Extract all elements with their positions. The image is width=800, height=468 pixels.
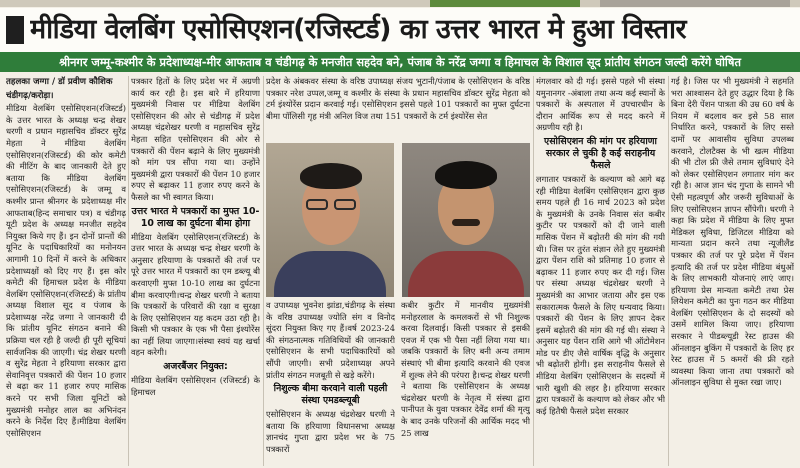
photo-1-glasses-left — [306, 199, 328, 210]
column-rule — [263, 76, 264, 466]
article-column-2 — [131, 76, 260, 468]
column-rule — [533, 76, 534, 466]
column-rule — [668, 76, 669, 466]
subhead-free-insurance: निशुल्क बीमा करवाने वाली पहली संस्था एमडब्ल्यूबी — [273, 383, 388, 407]
portrait-photo-2 — [402, 143, 530, 297]
subhead-accident-insurance: उत्तर भारत मे पत्रकारों का मुफ्त 10-10 लाख का दुर्घटना बीमा होगा — [131, 205, 260, 229]
article-column-3-top — [266, 76, 530, 142]
article-column-4-bottom — [401, 300, 530, 468]
top-strip-grey — [600, 0, 790, 7]
photo-1-glasses-right — [334, 199, 356, 210]
article-column-3-bottom — [266, 300, 395, 468]
column-3-bottom-text-2: एसोसिएशन के अध्यक्ष चंद्रशेखर धरणी ने बताया कि हरियाणा विधानसभा अध्यक्ष ज्ञानचंद गुप्ता द्वारा प्रदेश भर के 75 पत्रकारों — [266, 409, 395, 454]
article-column-6 — [671, 76, 794, 468]
column-1-text: मीडिया वेलबिंग एसोसिएशन(रजिस्टर्ड) के उत्तर भारत के अध्यक्ष चन्द्र शेखर धरणी व प्रधान महासचिव डॉक्टर सुरेंद्र मेहता ने मीडिया वेलबिंग एसोसिएशन(रजिस्टर्ड) की कोर कमेटी की मीटिंग के बाद जानकारी देते हुए बताया कि मीडिया वेलबिंग एसोसिएशन(रजिस्टर्ड) के जम्मू व कश्मीर प्रान्त श्रीनगर के प्रदेशाध्यक्ष मीर आफताब(हिन्द समाचार पत्र) व चंडीगढ़ यूटी प्रदेश के अध्यक्ष मनजीत सहदेव नियुक्त किये गए हैं। इन दोनों प्रान्तों की यूनिट के पदाधिकारियों का मनोनयन आगामी 10 दिनों में करने के अधिकार प्रदेशाध्यक्षों को दिए गए हैं। इस कोर कमेटी की हिमाचल प्रदेश के मीडिया वेलबिंग एसोसिएशन(रजिस्टर्ड) के प्रांतीय अध्यक्ष विशाल सूद व पंजाब के प्रदेशाध्यक्ष नरेंद्र जग्गा ने जानकारी दी कि प्रांतीय यूनिट संगठन बनाने की प्रक्रिया चल रही है जल्दी ही पूरी सूचियां सार्वजनिक की जाएगी। चंद्र शेखर धरणी व सुरेंद्र मेहता ने हरियाणा सरकार द्वारा सेवानिवृत्त पत्रकारों की पेंशन 10 हजार से बढ़ा कर 11 हजार रुपए मासिक करने पर सभी जिला यूनिटों को मुख्यमंत्री मनोहर लाल का अभिनंदन करने के निर्देश दिए हैं।मीडिया वेलबिंग एसोसिएशन — [6, 103, 126, 438]
headline-bar — [6, 16, 24, 44]
headline: मीडिया वेलबिंग एसोसिएशन(रजिस्टर्ड) का उत्तर भारत मे हुआ विस्तार — [30, 14, 687, 45]
photo-1-hair — [300, 163, 362, 189]
article-column-5 — [536, 76, 665, 468]
column-rule — [128, 76, 129, 466]
column-3-bottom-text-1: व उपाध्यक्ष भुवनेश झांडा,चंडीगढ़ के संस्था के वरिष्ठ उपाध्यक्ष ज्योति संग व विनोद सुंदरा नियुक्त किए गए हैं।वर्ष 2023-24 की संगठनात्मक गतिविधियों की जानकारी एसोसिएशन के सभी पदाधिकारियों को सौंपी जाएगी। सभी प्रदेशाध्यक्ष अपने प्रांतीय संगठन मजबूती से खड़े करेंगे। — [266, 300, 395, 380]
column-2-text-2: मीडिया वेलबिंग एसोसिएशन(रजिस्टर्ड) के उत्तर भारत के अध्यक्ष चन्द्र शेखर धरणी के अनुसार हरियाणा के पत्रकारों की तर्ज पर पूरे उत्तर भारत में पत्रकारों का एम डब्ल्यू बी करवाएगी मुफ्त 10-10 लाख का दुर्घटना बीमा करवाएगी।चन्द्र शेखर धरणी ने बताया कि पत्रकारों के परिवारों की रक्षा व सुरक्षा के लिए एसोसिएशन यह कदम उठा रही है। किसी भी पत्रकार के एक भी पैसा इंश्योरेंस का नहीं लिया जाएगा।संस्था स्वयं यह खर्चा वहन करेगी। — [131, 231, 260, 358]
column-2-text-1: पत्रकार हितों के लिए प्रदेश भर में अग्रणी कार्य कर रही है। इस बारे में हरियाणा मुख्यमंत्री निवास पर मीडिया वेलबिंग एसोसिएशन की ओर से चंडीगढ़ में प्रदेश अध्यक्ष चंद्रशेखर धरणी व महासचिव सुरेंद्र मेहता सहित एसोसिएशन की ओर से पत्रकारों की पेंशन बढ़ाने के लिए मुख्यमंत्री को मांग पत्र सौंपा गया था। उन्होंने मुख्यमंत्री द्वारा पत्रकारों की पेंशन 10 हजार रुपए से बढ़ाकर 11 हजार रुपए करने के फैसले का भी स्वागत किया। — [131, 76, 260, 202]
top-strip — [0, 0, 800, 7]
article-column-1 — [6, 76, 126, 468]
byline: तहलका जग्गा / डॉ प्रवीण कौशिक — [6, 77, 113, 87]
column-6-text: गई है। जिस पर भी मुख्यमंत्री ने सहमति भरा आश्वासन देते हुए उद्धार दिया है कि बिना देरी पेंशन पात्रता की उम्र 60 वर्ष के नियम में बदलाव कर इसे 58 साल निर्धारित करने, पत्रकारों के लिए सस्ते दामों पर आवासीय सुविधा उपलब्ध करवाने, टोलटैक्स के भी खत्म मीडिया की भी टोल फ्री जैसे तमाम सुविधाएं देने को लेकर एसोसिएशन लगातार मांग कर रही है। आज ज्ञान चंद गुप्ता के सामने भी ऐसी महत्वपूर्ण और जरूरी सुविधाओं के लिए एसोसिएशन ज्ञापन सौंपेगी। धरणी ने कहा कि प्रदेश में मीडिया के लिए मुफ्त मेडिकल सुविधा, डिजिटल मीडिया को मान्यता प्रदान करने तथा न्यूजीलैंड पत्रकार की तर्ज पर पूरे प्रदेश में पेंशन इत्यादि की तर्ज पर प्रदेश मीडिया बंधुओं के लिए लाभकारी योजनाएं लाएं जाए। हरियाणा प्रेस मान्यता कमेटी तथा प्रेस लियेशन कमेटी का पुनः गठन कर मीडिया वेलबिंग एसोसिएशन के दो सदस्यों को उसमें शामिल किया जाए। हरियाणा सरकार ने पीडब्ल्यूडी रेस्ट हाउस की ऑनलाइन बुकिंग में पत्रकारों के लिए हर रेस्ट हाउस में 5 कमरों की फ्री रहते व्यवस्था किया जाना तथा पत्रकारों को ऑनलाइन सुविधा से मुक्त रखा जाए। — [671, 76, 794, 388]
subhead-government-decisions: एसोसिएशन की मांग पर हरियाणा सरकार ले चुकी है कई सराहनीय फैसले — [544, 135, 657, 171]
portrait-photo-1 — [266, 143, 394, 297]
subhead-appointments: अजरबैंजर नियुक्त: — [163, 361, 228, 373]
column-4-bottom-text: कबीर कुटीर में मानवीय मुख्यमंत्री मनोहरलाल के कमलकरों से भी निशुल्क करवा दिलवाई। किसी पत्रकार से इसकी एवज में एक भी पैसा नहीं लिया गया था। जबकि पत्रकारों के लिए बनी अन्य तमाम संस्थाएं भी बीमा इत्यादि करवाने की एवज में शुल्क लेने की परंपरा है।चन्द्र शेखर धरणी ने बताया कि एसोसिएशन के अध्यक्ष चंद्रशेखर धरणी के नेतृत्व में संस्था द्वारा पानीपत के युवा पत्रकार देवेंद्र शर्मा की मृत्यु के बाद उनके परिजनों की आर्थिक मदद भी 25 लाख — [401, 300, 530, 438]
column-2-text-3: मीडिया वेलबिंग एसोसिएशन (रजिस्टर्ड) के हिमाचल — [131, 375, 260, 397]
photo-2-mustache — [452, 219, 480, 226]
top-strip-green — [430, 0, 580, 7]
photo-1-shirt — [274, 251, 386, 297]
dateline: चंडीगढ़/करोड़ा। — [6, 90, 54, 101]
column-5-text-2: लगातार पत्रकारों के कल्याण को आगे बढ़ रही मीडिया वेलबिंग एसोसिएशन द्वारा कुछ समय पहले ही 16 मार्च 2023 को प्रदेश के मुख्यमंत्री के उनके निवास संत कबीर कुटीर पर पत्रकारों को दी जाने वाली मासिक पेंशन में बढ़ोतरी की मांग की गयी थी। जिस पर तुरंत संज्ञान लेते हुए मुख्यमंत्री द्वारा पेंशन राशि को प्रतिमाह 10 हजार से बढ़ाकर 11 हजार रुपए कर दी गई। जिस पर संस्था अध्यक्ष चंद्रशेखर धरणी ने मुख्यमंत्री का आभार जताया और इस एक सकारात्मक फैसले के लिए धन्यवाद किया। पत्रकारों की पेंशन के लिए ज्ञापन देकर इसमें बढ़ोतरी की मांग की गई थी। संस्था ने अनुसार यह पेंशन राशि आगे भी ऑटोमेशन मोड पर डीए जैसे वार्षिक वृद्धि के अनुसार भी बढ़ोतरी होगी। इस सराहनीय फैसले से मीडिया वेलबिंग एसोसिएशन के सदस्यों में भारी खुशी की लहर है। हरियाणा सरकार द्वारा पत्रकारों के कल्याण को लेकर और भी कई हितैषी फैसले प्रदेश सरकार — [536, 173, 665, 416]
column-5-text-1: मंगलवार को दी गई। इससे पहले भी संस्था यमुनानगर -अंबाला तथा अन्य कई स्थानों के पत्रकारों के अस्पताल में उपचारधीन के दौरान आर्थिक रूप से मदद करने में अग्रणीय रही है। — [536, 76, 665, 133]
photo-2-shirt — [408, 251, 524, 297]
deck: श्रीनगर जम्मू-कश्मीर के प्रदेशाध्यक्ष-मीर आफताब व चंडीगढ़ के मनजीत सहदेव बने, पंजाब के नरेंद्र जग्गा व हिमाचल के विशाल सूद प्रांतीय संगठन जल्दी करेंगे घोषित — [0, 52, 800, 72]
photo-2-hair — [435, 161, 497, 189]
column-3-top-text: प्रदेश के अंबकवर संस्था के वरिष्ठ उपाध्यक्ष संजय भुटानी/पंजाब के एसोसिएशन के वरिष्ठ पत्रकार नरेश उप्पल,जम्मू व कश्मीर के संस्था के प्रधान महासचिव डॉक्टर सुरेंद्र मेहता को टर्म इंश्योरेंस प्रदान करवाई गई। एसोसिएशन इससे पहले 101 पत्रकारों का मुफ्त दुर्घटना बीमा पॉलिसी गृह मंत्री अनिल विज तथा 151 पत्रकारों के टर्म इंश्योरेंस सेत — [266, 76, 530, 121]
headline-band — [0, 8, 800, 52]
